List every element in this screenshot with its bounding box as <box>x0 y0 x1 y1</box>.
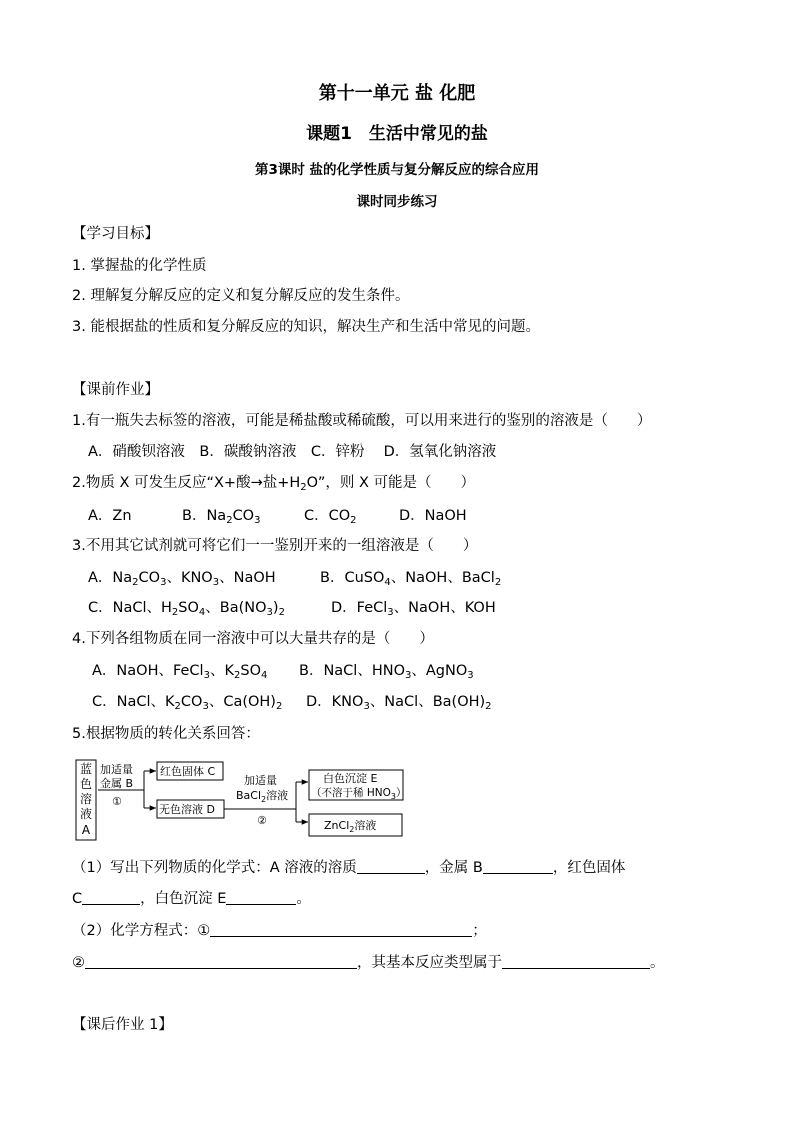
svg-text:无色溶液 D: 无色溶液 D <box>159 803 215 816</box>
svg-text:红色固体 C: 红色固体 C <box>160 765 216 778</box>
period-title: 第3课时 盐的化学性质与复分解反应的综合应用 <box>254 162 540 178</box>
answer-blank-precipitate-e[interactable] <box>226 890 296 905</box>
question-3-option-d: D．FeCl$_3$、NaOH、KOH <box>331 600 496 618</box>
question-2-option-a: A．Zn <box>88 508 132 524</box>
svg-text:加适量: 加适量 <box>100 763 133 776</box>
question-2-option-d: D．NaOH <box>399 508 467 524</box>
question-1-stem: 1.有一瓶失去标签的溶液，可能是稀盐酸或稀硫酸，可以用来进行的鉴别的溶液是（ ） <box>72 413 652 429</box>
question-5-part-1-cont: C ，白色沉淀 E 。 <box>72 891 311 907</box>
question-3-option-c: C．NaCl、$H_2SO_4$、$Ba(NO_3)_2$ <box>88 600 285 618</box>
question-2-stem: 2.物质 X 可发生反应“X+酸→盐$+H_2O$”，则 X 可能是（ ） <box>72 475 475 493</box>
answer-blank-reaction-type[interactable] <box>502 954 650 969</box>
solution-a-char: 溶 <box>79 792 93 806</box>
question-3-option-b: B．CuSO$_4$、NaOH、BaCl$_2$ <box>320 570 502 588</box>
answer-blank-equation-2[interactable] <box>85 954 357 969</box>
practice-title: 课时同步练习 <box>356 194 438 210</box>
question-3-option-a: A．$Na_2CO_3$、$KNO_3$、NaOH <box>88 570 276 588</box>
svg-text:加适量: 加适量 <box>244 774 277 787</box>
question-4-stem: 4.下列各组物质在同一溶液中可以大量共存的是（ ） <box>72 631 434 647</box>
svg-text:①: ① <box>112 795 122 808</box>
solution-a-char: A <box>81 823 91 837</box>
answer-blank-solute[interactable] <box>357 859 425 874</box>
question-4-option-b: B．NaCl、$HNO_3$、AgNO$_3$ <box>299 663 474 681</box>
svg-text:BaCl2溶液: BaCl$_2$溶液 <box>236 789 289 804</box>
transformation-diagram <box>74 756 408 842</box>
question-1-options: A．硝酸钡溶液 B．碳酸钠溶液 C．锌粉 D．氢氧化钠溶液 <box>88 444 497 460</box>
answer-blank-red-solid-c[interactable] <box>82 890 140 905</box>
question-4-option-c: C．NaCl、$K_2CO_3$、$Ca(OH)_2$ <box>92 694 283 712</box>
unit-title: 第十一单元 盐 化肥 <box>318 83 476 104</box>
lesson-title: 课题1 生活中常见的盐 <box>306 124 488 144</box>
svg-text:②: ② <box>257 814 267 827</box>
answer-blank-metal-b[interactable] <box>483 859 553 874</box>
question-5-part-2-cont: ② ，其基本反应类型属于 。 <box>72 955 665 971</box>
solution-a-char: 蓝 <box>79 762 93 776</box>
postclass-heading: 【课后作业 1】 <box>72 1017 173 1033</box>
question-5-stem: 5.根据物质的转化关系回答： <box>72 726 260 742</box>
goal-item: 1. 掌握盐的化学性质 <box>72 258 207 274</box>
question-5-part-2: （2）化学方程式：① ； <box>72 923 487 939</box>
solution-a-char: 液 <box>79 807 93 821</box>
question-4-option-d: D．$KNO_3$、NaCl、$Ba(OH)_2$ <box>306 694 492 712</box>
svg-text:金属 B: 金属 B <box>100 777 134 790</box>
goal-item: 3. 能根据盐的性质和复分解反应的知识，解决生产和生活中常见的问题。 <box>72 319 540 335</box>
answer-blank-equation-1[interactable] <box>210 922 472 937</box>
question-2-option-b: B．$Na_2CO_3$ <box>182 508 261 526</box>
preclass-heading: 【课前作业】 <box>72 382 159 398</box>
solution-a-char: 色 <box>79 777 93 791</box>
question-5-part-1: （1）写出下列物质的化学式：A 溶液的溶质 ，金属 B ，红色固体 <box>72 860 626 876</box>
goals-heading: 【学习目标】 <box>72 226 159 242</box>
question-3-stem: 3.不用其它试剂就可将它们一一鉴别开来的一组溶液是（ ） <box>72 538 478 554</box>
svg-text:（不溶于稀 HNO3）: （不溶于稀 $HNO_3$） <box>311 787 407 801</box>
question-2-option-c: C．$CO_2$ <box>304 508 357 526</box>
svg-text:ZnCl2溶液: ZnCl$_2$溶液 <box>324 819 377 834</box>
goal-item: 2. 理解复分解反应的定义和复分解反应的发生条件。 <box>72 288 410 304</box>
question-4-option-a: A．NaOH、FeCl$_3$、$K_2SO_4$ <box>92 663 268 681</box>
svg-text:白色沉淀 E: 白色沉淀 E <box>323 772 378 785</box>
